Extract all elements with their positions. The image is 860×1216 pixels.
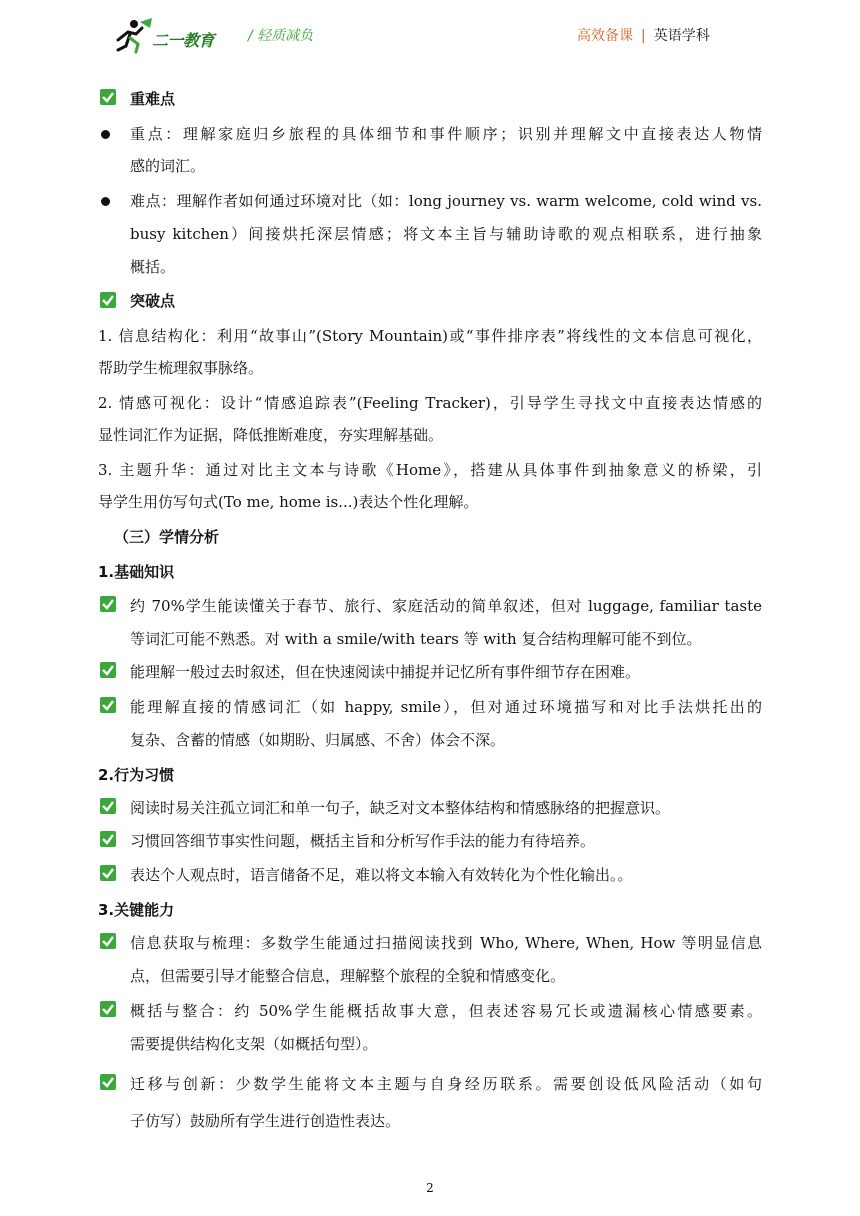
key-point-line: 感的词汇。 (130, 157, 206, 175)
habits-item-line: 习惯回答细节事实性问题，概括主旨和分析写作手法的能力有待培养。 (130, 832, 596, 850)
checkbox-icon (100, 89, 116, 105)
header-slogan: / 轻质减负 (248, 28, 314, 44)
checkbox-icon (100, 798, 116, 814)
ability-item-line: 信息获取与梳理：多数学生能通过扫描阅读找到 Who, Where, When, How 等明显信息 (130, 934, 762, 952)
header-right-label-2: 英语学科 (653, 28, 710, 44)
subsection-title-habits: 2.行为习惯 (98, 766, 175, 784)
difficult-point-line: busy kitchen）间接烘托深层情感；将文本主旨与辅助诗歌的观点相联系，进行抽象 (130, 225, 762, 243)
difficult-point-line: 概括。 (130, 258, 176, 276)
bullet-icon (101, 130, 110, 139)
basic-item-line: 能理解一般过去时叙述，但在快速阅读中捕捉并记忆所有事件细节存在困难。 (130, 663, 641, 681)
ability-item-line: 概括与整合：约 50%学生能概括故事大意，但表述容易冗长或遗漏核心情感要素。 (130, 1002, 762, 1020)
header-separator: | (641, 28, 646, 44)
subsection-title-basic: 1.基础知识 (98, 563, 175, 581)
breakthrough-line: 3. 主题升华：通过对比主文本与诗歌《Home》，搭建从具体事件到抽象意义的桥梁，引 (98, 461, 762, 479)
ability-item-line: 子仿写）鼓励所有学生进行创造性表达。 (130, 1112, 401, 1130)
page-number: 2 (426, 1181, 434, 1195)
checkbox-icon (100, 662, 116, 678)
checkbox-icon (100, 596, 116, 612)
basic-item-line: 复杂、含蓄的情感（如期盼、归属感、不舍）体会不深。 (130, 731, 506, 749)
page-header (0, 0, 860, 60)
key-point-line: 重点：理解家庭归乡旅程的具体细节和事件顺序；识别并理解文中直接表达人物情 (130, 125, 762, 143)
ability-item-line: 需要提供结构化支架（如概括句型）。 (130, 1035, 378, 1053)
section-title-key-difficult: 重难点 (130, 90, 176, 108)
checkbox-icon (100, 697, 116, 713)
bullet-icon (101, 197, 110, 206)
header-right-label-1: 高效备课 (577, 28, 633, 44)
checkbox-icon (100, 933, 116, 949)
checkbox-icon (100, 831, 116, 847)
habits-item-line: 表达个人观点时，语言储备不足，难以将文本输入有效转化为个性化输出。。 (130, 866, 633, 884)
subsection-title-ability: 3.关键能力 (98, 901, 175, 919)
ability-item-line: 点，但需要引导才能整合信息，理解整个旅程的全貌和情感变化。 (130, 967, 566, 985)
ability-item-line: 迁移与创新：少数学生能将文本主题与自身经历联系。需要创设低风险活动（如句 (130, 1075, 762, 1093)
header-right (577, 25, 710, 45)
logo-text: 二一教育 (152, 31, 215, 50)
checkbox-icon (100, 865, 116, 881)
basic-item-line: 等词汇可能不熟悉。对 with a smile/with tears 等 with 复合结构理解可能不到位。 (130, 630, 702, 648)
basic-item-line: 能理解直接的情感词汇（如 happy, smile），但对通过环境描写和对比手法烘托出的 (130, 698, 762, 716)
checkbox-icon (100, 1074, 116, 1090)
section-title-breakthrough: 突破点 (130, 292, 176, 310)
breakthrough-line: 显性词汇作为证据，降低推断难度，夯实理解基础。 (98, 426, 444, 444)
breakthrough-line: 导学生用仿写句式(To me, home is...)表达个性化理解。 (98, 493, 479, 511)
difficult-point-line: 难点：理解作者如何通过环境对比（如：long journey vs. warm welcome, cold wind vs. (130, 192, 762, 210)
habits-item-line: 阅读时易关注孤立词汇和单一句子，缺乏对文本整体结构和情感脉络的把握意识。 (130, 799, 671, 817)
basic-item-line: 约 70%学生能读懂关于春节、旅行、家庭活动的简单叙述，但对 luggage, familiar taste (130, 597, 762, 615)
section-title-analysis: （三）学情分析 (114, 528, 220, 546)
breakthrough-line: 帮助学生梳理叙事脉络。 (98, 359, 264, 377)
breakthrough-line: 2. 情感可视化：设计“情感追踪表”(Feeling Tracker)，引导学生寻找文中直接表达情感的 (98, 394, 762, 412)
checkbox-icon (100, 292, 116, 308)
checkbox-icon (100, 1001, 116, 1017)
breakthrough-line: 1. 信息结构化：利用“故事山”(Story Mountain)或“事件排序表”将线性的文本信息可视化， (98, 327, 762, 345)
